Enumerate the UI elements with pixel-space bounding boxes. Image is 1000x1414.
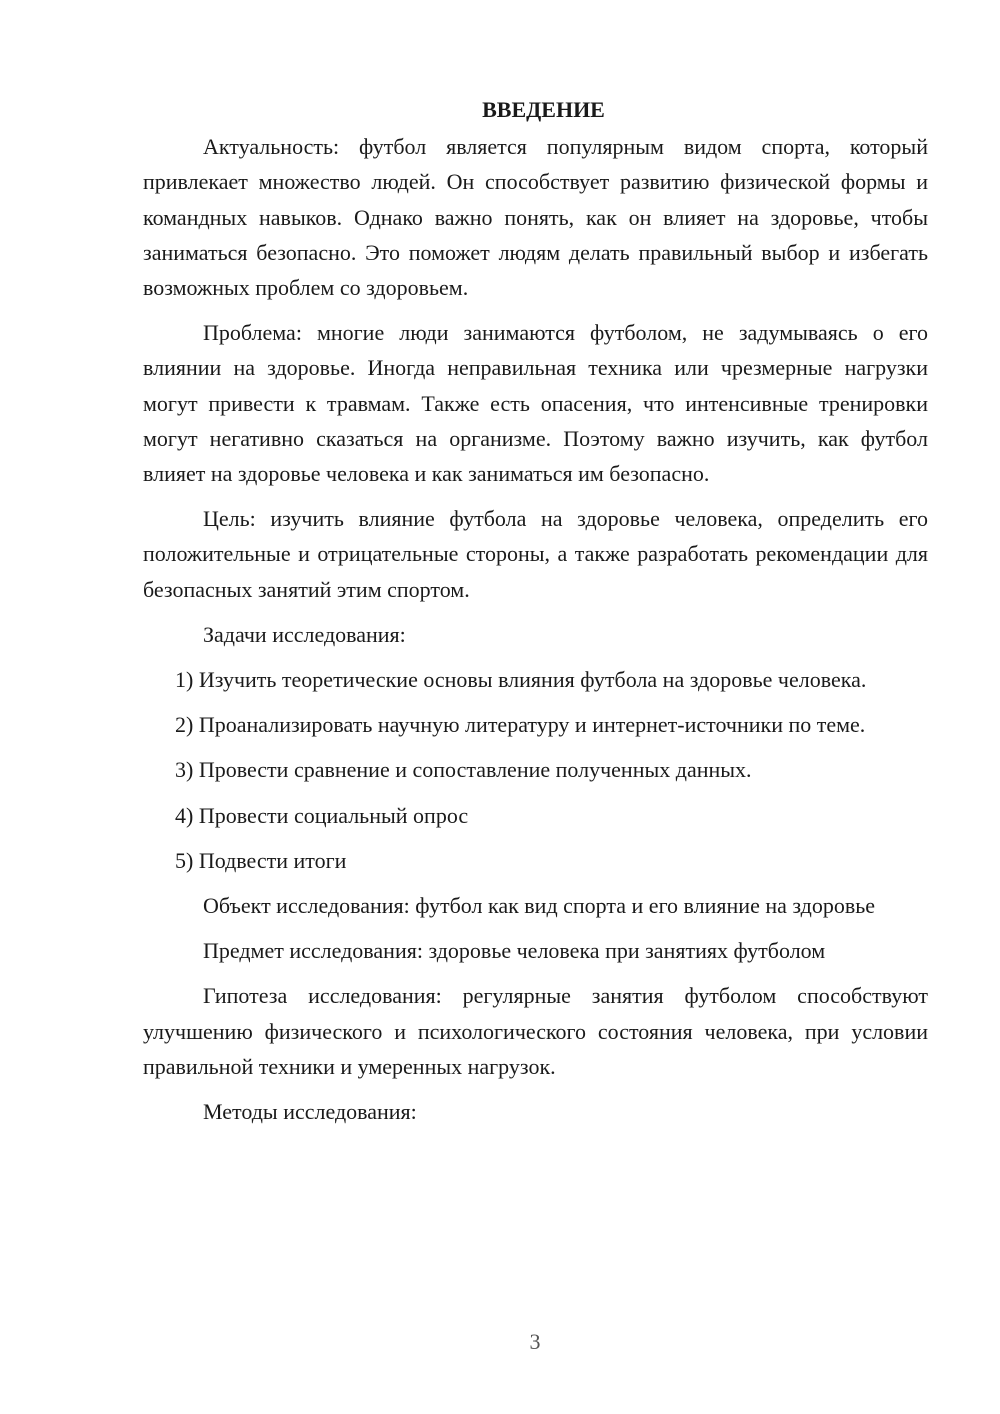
task-item-2: 2) Проанализировать научную литературу и интернет-источники по теме. <box>175 712 866 738</box>
methods-label: Методы исследования: <box>203 1099 417 1125</box>
heading-container <box>143 92 928 127</box>
subject-paragraph: Предмет исследования: здоровье человека при занятиях футболом <box>203 938 826 964</box>
document-page <box>143 92 928 1139</box>
document-title: ВВЕДЕНИЕ <box>482 97 605 122</box>
object-paragraph: Объект исследования: футбол как вид спорта и его влияние на здоровье <box>203 893 876 919</box>
hypothesis-paragraph: Гипотеза исследования: регулярные занятия футболом способствуют улучшению физического и психологического состояния человека, при условии правильной техники и умеренных нагрузок. <box>143 983 928 1079</box>
tasks-label: Задачи исследования: <box>203 621 406 647</box>
task-item-1: 1) Изучить теоретические основы влияния футбола на здоровье человека. <box>175 667 867 693</box>
problem-paragraph: Проблема: многие люди занимаются футболом, не задумываясь о его влиянии на здоровье. Иногда неправильная техника или чрезмерные нагрузки могут привести к травмам. Также есть опасения, что интенсивные тренировки могут негативно сказаться на организме. Поэтому важно изучить, как футбол влияет на здоровье человека и как заниматься им безопасно. <box>143 320 928 487</box>
goal-paragraph: Цель: изучить влияние футбола на здоровье человека, определить его положительные и отрицательные стороны, а также разработать рекомендации для безопасных занятий этим спортом. <box>143 506 928 602</box>
page-number: 3 <box>529 1329 541 1354</box>
actuality-paragraph: Актуальность: футбол является популярным видом спорта, который привлекает множество людей. Он способствует развитию физической формы и командных навыков. Однако важно понять, как он влияет на здоровье, чтобы заниматься безопасно. Это поможет людям делать правильный выбор и избегать возможных проблем со здоровьем. <box>143 134 928 301</box>
task-item-5: 5) Подвести итоги <box>175 847 347 873</box>
task-item-3: 3) Провести сравнение и сопоставление полученных данных. <box>175 757 752 783</box>
task-item-4: 4) Провести социальный опрос <box>175 802 469 828</box>
